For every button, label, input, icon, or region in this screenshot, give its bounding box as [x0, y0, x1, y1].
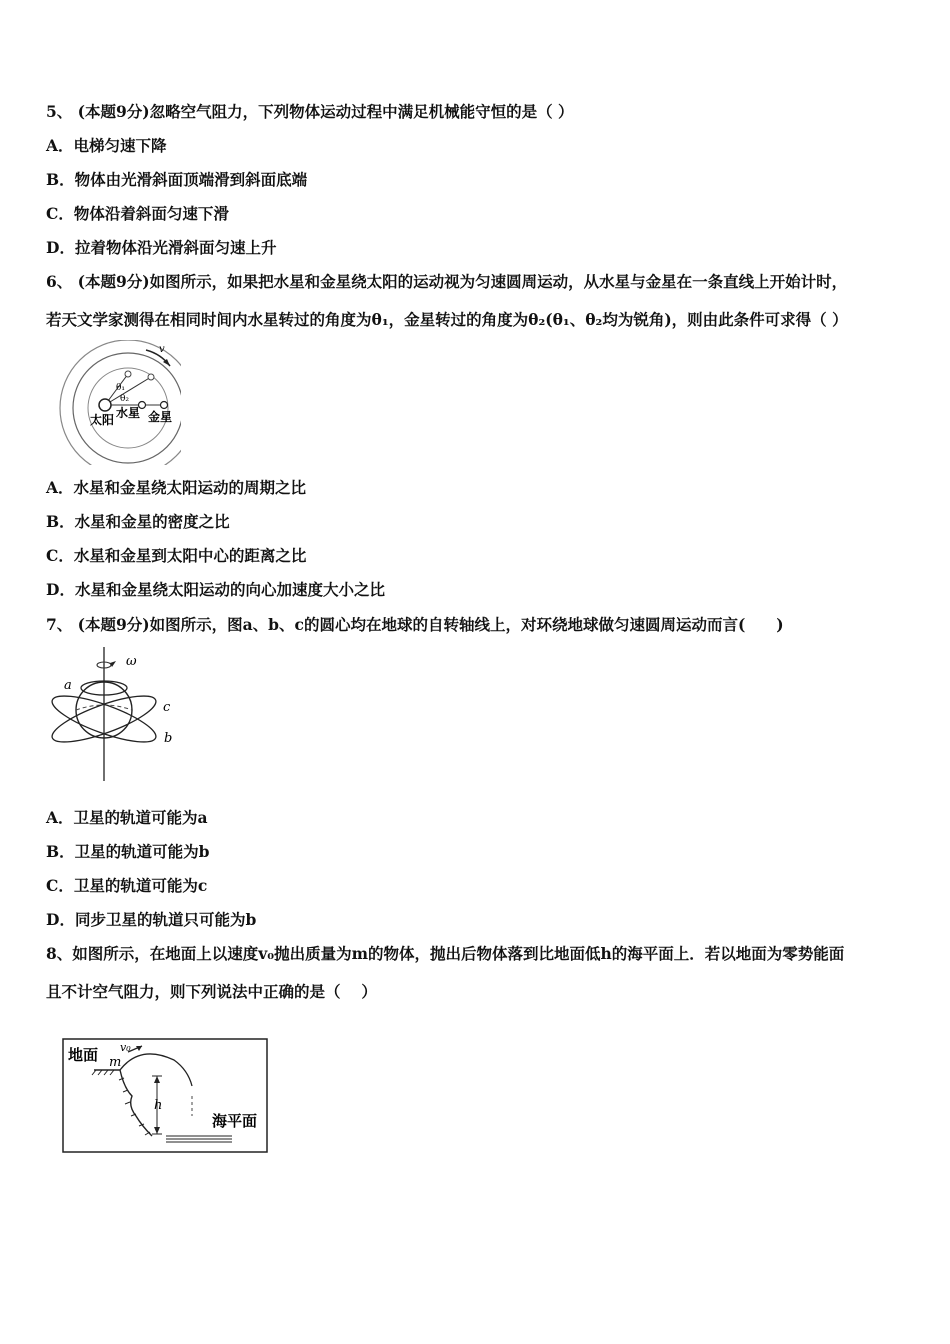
q5-option-b: B．物体由光滑斜面顶端滑到斜面底端 [46, 170, 308, 189]
q8-stem-line2: 且不计空气阻力，则下列说法中正确的是（ ） [46, 982, 377, 1001]
q6-orbit-figure [46, 340, 181, 465]
q7-option-b: B．卫星的轨道可能为b [46, 842, 210, 861]
theta1-label: θ₁ [116, 383, 126, 393]
q7-option-a: A．卫星的轨道可能为a [46, 808, 208, 827]
q7-earth-orbit-figure [46, 645, 181, 785]
omega-label: ω [126, 654, 137, 669]
q6-option-a: A．水星和金星绕太阳运动的周期之比 [46, 478, 307, 497]
q7-option-d: D．同步卫星的轨道只可能为b [46, 910, 257, 929]
mercury-label: 水星 [116, 406, 141, 420]
q6-stem-line1: 6、 (本题9分)如图所示，如果把水星和金星绕太阳的运动视为匀速圆周运动，从水星与金星在一条直线上开始计时， [46, 272, 848, 291]
q6-option-b: B．水星和金星的密度之比 [46, 512, 230, 531]
q6-option-c: C．水星和金星到太阳中心的距离之比 [46, 546, 307, 565]
height-label: h [154, 1098, 163, 1113]
orbit-c-label: c [163, 700, 171, 715]
theta2-label: θ₂ [120, 394, 130, 404]
orbit-b-label: b [164, 731, 173, 746]
q6-option-d: D．水星和金星绕太阳运动的向心加速度大小之比 [46, 580, 385, 599]
sea-label: 海平面 [212, 1112, 258, 1130]
v0-label: v₀ [120, 1041, 131, 1054]
q7-option-c: C．卫星的轨道可能为c [46, 876, 208, 895]
q7-stem: 7、 (本题9分)如图所示，图a、b、c的圆心均在地球的自转轴线上，对环绕地球做匀速圆周运动而言( ) [46, 615, 784, 634]
q5-option-a: A．电梯匀速下降 [46, 136, 167, 155]
q5-stem: 5、 (本题9分)忽略空气阻力，下列物体运动过程中满足机械能守恒的是（ ） [46, 102, 574, 121]
v-label: v [159, 344, 165, 355]
ground-label: 地面 [68, 1046, 99, 1064]
q5-option-c: C．物体沿着斜面匀速下滑 [46, 204, 229, 223]
mass-label: m [109, 1055, 122, 1070]
q6-stem-line2: 若天文学家测得在相同时间内水星转过的角度为θ₁，金星转过的角度为θ₂(θ₁、θ₂均为锐角)，则由此条件可求得（ ） [46, 310, 848, 329]
q8-projectile-figure [62, 1038, 269, 1154]
q5-option-d: D．拉着物体沿光滑斜面匀速上升 [46, 238, 277, 257]
sun-label: 太阳 [90, 413, 115, 427]
venus-label: 金星 [148, 410, 173, 424]
orbit-a-label: a [64, 678, 72, 693]
q8-stem-line1: 8、如图所示，在地面上以速度v₀抛出质量为m的物体，抛出后物体落到比地面低h的海平面上．若以地面为零势能面 [46, 944, 845, 963]
